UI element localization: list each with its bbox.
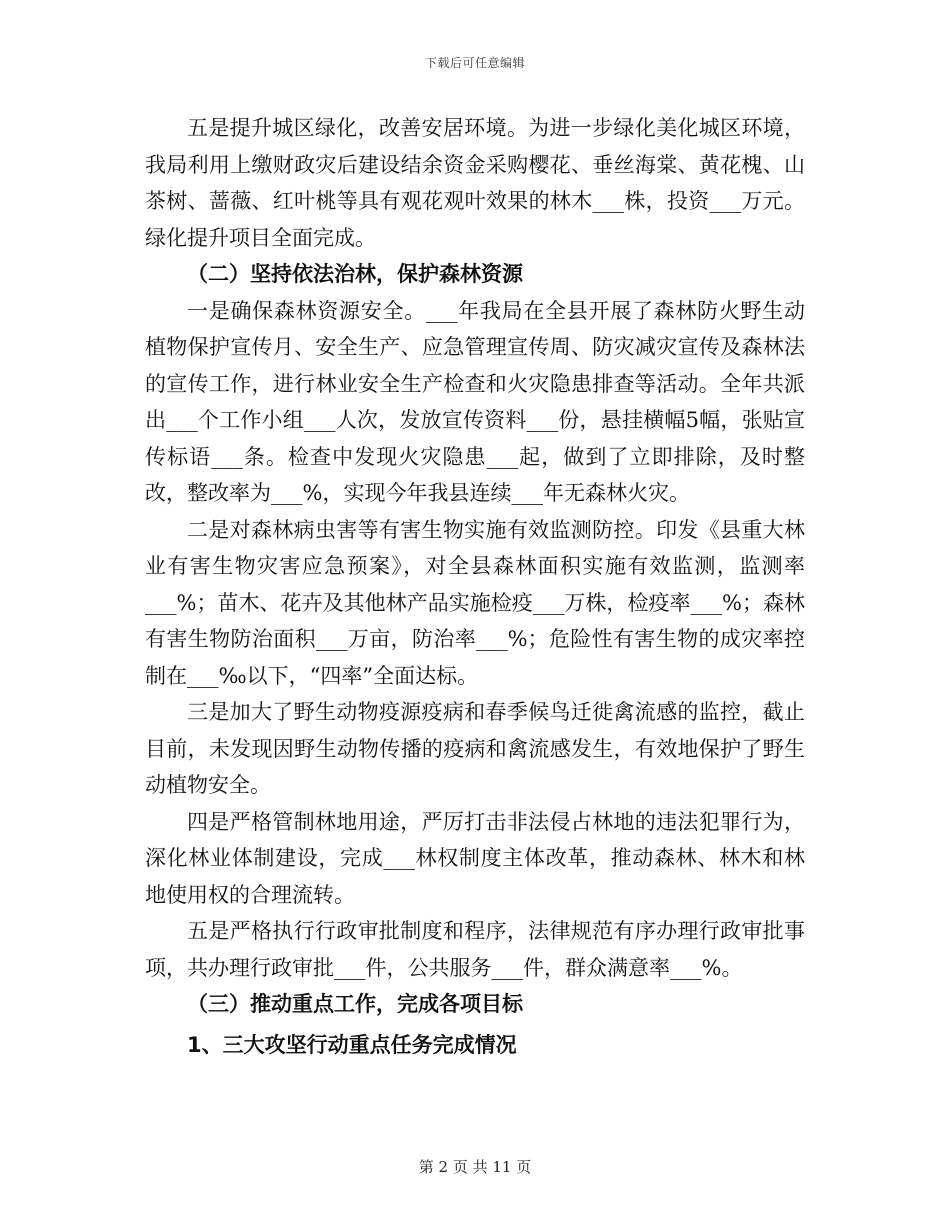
page-number: 第 2 页 共 11 页: [418, 1158, 532, 1176]
paragraph-greening: 五是提升城区绿化，改善安居环境。为进一步绿化美化城区环境，我局利用上缴财政灾后建设结余资金采购樱花、垂丝海棠、黄花槐、山茶树、蔷薇、红叶桃等具有观花观叶效果的林木___株，投资___万元。绿化提升项目全面完成。: [145, 116, 805, 250]
document-body: [145, 110, 805, 1063]
paragraph-admin-approval: 五是严格执行行政审批制度和程序，法律规范有序办理行政审批事项，共办理行政审批___件，公共服务___件，群众满意率___%。: [145, 919, 805, 980]
paragraph-forest-safety: 一是确保森林资源安全。___年我局在全县开展了森林防火野生动植物保护宣传月、安全生产、应急管理宣传周、防灾减灾宣传及森林法的宣传工作，进行林业安全生产检查和火灾隐患排查等活动。全年共派出___个工作小组___人次，发放宣传资料___份，悬挂横幅5幅，张贴宣传标语___条。检查中发现火灾隐患___起，做到了立即排除，及时整改，整改率为___%，实现今年我县连续___年无森林火灾。: [145, 298, 805, 505]
paragraph-wildlife-monitoring: 三是加大了野生动物疫源疫病和春季候鸟迁徙禽流感的监控，截止目前，未发现因野生动物传播的疫病和禽流感发生，有效地保护了野生动植物安全。: [145, 700, 805, 797]
paragraph-land-use: 四是严格管制林地用途，严厉打击非法侵占林地的违法犯罪行为，深化林业体制建设，完成___林权制度主体改革，推动森林、林木和林地使用权的合理流转。: [145, 809, 805, 907]
page-header-note: 下载后可任意编辑: [424, 56, 525, 70]
section-heading-3: （三）推动重点工作，完成各项目标: [187, 992, 523, 1016]
section-heading-2: （二）坚持依法治林，保护森林资源: [187, 262, 523, 286]
paragraph-pest-control: 二是对森林病虫害等有害生物实施有效监测防控。印发《县重大林业有害生物灾害应急预案》，对全县森林面积实施有效监测，监测率___%；苗木、花卉及其他林产品实施检疫___万株，检疫率___%；森林有害生物防治面积___万亩，防治率___%；危险性有害生物的成灾率控制在___‰以下，“四率”全面达标。: [145, 517, 805, 688]
subsection-heading-1: 1、三大攻坚行动重点任务完成情况: [187, 1032, 517, 1057]
